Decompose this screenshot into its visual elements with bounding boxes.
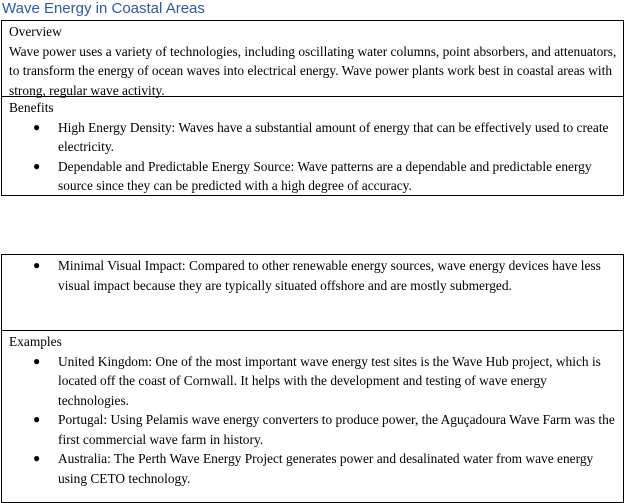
table-page-2 — [1, 254, 624, 503]
bullet-icon: ● — [33, 158, 41, 173]
list-item — [9, 118, 617, 157]
overview-heading: Overview — [9, 24, 62, 39]
list-item — [9, 352, 617, 411]
examples-heading: Examples — [9, 334, 62, 349]
overview-text: Wave power uses a variety of technologies, including oscillating water columns, point absorbers, and attenuators, to transform the energy of ocean waves into electrical energy. Wave power plants work best in coastal areas with strong, regular wave activity. — [9, 43, 617, 98]
benefits-continued-cell — [2, 255, 623, 330]
examples-list — [9, 352, 617, 489]
benefits-heading: Benefits — [9, 100, 54, 115]
bullet-icon: ● — [33, 451, 41, 465]
benefit-text: Dependable and Predictable Energy Source: Wave patterns are a dependable and predictable energy source since they can be predicted with a high degree of accuracy. — [58, 158, 592, 193]
list-item — [9, 157, 617, 196]
benefit-text: Minimal Visual Impact: Compared to other renewable energy sources, wave energy devices have less visual impact because they are typically situated offshore and are mostly submerged. — [58, 258, 601, 293]
benefit-text: High Energy Density: Waves have a substantial amount of energy that can be effectively used to create electricity. — [58, 119, 609, 154]
document-title: Wave Energy in Coastal Areas — [2, 0, 205, 17]
example-text: United Kingdom: One of the most important wave energy test sites is the Wave Hub project, which is located off the coast of Cornwall. It helps with the development and testing of wave energy technologies. — [58, 353, 601, 408]
table-page-1 — [1, 20, 624, 196]
list-item — [9, 449, 617, 488]
overview-cell — [2, 21, 623, 96]
bullet-icon: ● — [33, 412, 41, 426]
list-item — [9, 410, 617, 449]
bullet-icon: ● — [33, 258, 41, 272]
list-item — [9, 256, 617, 295]
example-text: Portugal: Using Pelamis wave energy converters to produce power, the Aguçadoura Wave Farm was the first commercial wave farm in history. — [58, 412, 615, 447]
benefits-list-continued — [9, 256, 617, 295]
benefits-cell — [2, 96, 623, 195]
bullet-icon: ● — [33, 119, 41, 134]
examples-cell — [2, 330, 623, 502]
bullet-icon: ● — [33, 353, 41, 368]
example-text: Australia: The Perth Wave Energy Project generates power and desalinated water from wave energy using CETO technology. — [58, 451, 594, 486]
benefits-list — [9, 118, 617, 196]
